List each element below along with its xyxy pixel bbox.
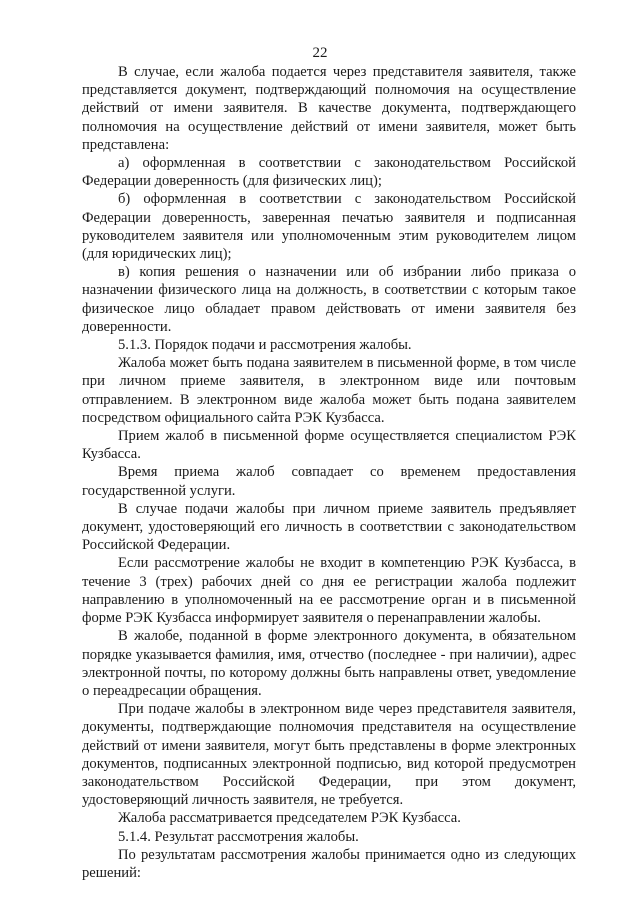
paragraph-redirection: Если рассмотрение жалобы не входит в компетенцию РЭК Кузбасса, в течение 3 (трех) рабочих дней со дня ее регистрации жалоба подлежит направлению в уполномоченный на ее рассмотрение орган и в письменной форме РЭК Кузбасса информирует заявителя о перенаправлении жалобы. — [82, 555, 576, 627]
paragraph-written-intake: Прием жалоб в письменной форме осуществляется специалистом РЭК Кузбасса. — [82, 428, 576, 463]
paragraph-item-a: а) оформленная в соответствии с законодательством Российской Федерации доверенность (для физических лиц); — [82, 155, 576, 190]
paragraph-intake-time: Время приема жалоб совпадает со временем предоставления государственной услуги. — [82, 464, 576, 499]
paragraph-representative-documents: В случае, если жалоба подается через представителя заявителя, также представляется документ, подтверждающий полномочия на осуществление действий от имени заявителя. В качестве документа, подтверждающего полномочия на осуществление действий от имени заявителя, может быть представлена: — [82, 64, 576, 153]
section-heading-5-1-4: 5.1.4. Результат рассмотрения жалобы. — [118, 828, 359, 845]
section-heading-5-1-3: 5.1.3. Порядок подачи и рассмотрения жалобы. — [118, 337, 412, 354]
paragraph-submission-forms: Жалоба может быть подана заявителем в письменной форме, в том числе при личном приеме заявителя, в электронном виде или почтовым отправлением. В электронном виде жалоба может быть подана заявителем посредством официального сайта РЭК Кузбасса. — [82, 355, 576, 426]
paragraph-personal-reception: В случае подачи жалобы при личном приеме заявитель предъявляет документ, удостоверяющий его личность в соответствии с законодательством Российской Федерации. — [82, 500, 576, 554]
paragraph-item-b: б) оформленная в соответствии с законодательством Российской Федерации доверенность, заверенная печатью заявителя и подписанная руководителем заявителя или уполномоченным этим руководителем лицом (для юридических лиц); — [82, 191, 576, 263]
paragraph-reviewer: Жалоба рассматривается председателем РЭК Кузбасса. — [118, 810, 461, 827]
paragraph-electronic-requirements: В жалобе, поданной в форме электронного документа, в обязательном порядке указывается фамилия, имя, отчество (последнее - при наличии), адрес электронной почты, по которому должны быть направлены ответ, уведомление о переадресации обращения. — [82, 628, 576, 699]
page-number: 22 — [312, 45, 328, 61]
document-body — [82, 63, 576, 882]
paragraph-electronic-representative: При подаче жалобы в электронном виде через представителя заявителя, документы, подтверждающие полномочия представителя на осуществление действий от имени заявителя, могут быть представлены в форме электронных документов, подписанных электронной подписью, вид которой предусмотрен законодательством Российской Федерации, при этом документ, удостоверяющий личность заявителя, не требуется. — [82, 701, 576, 809]
paragraph-item-v: в) копия решения о назначении или об избрании либо приказа о назначении физического лица на должность, в соответствии с которым такое физическое лицо обладает правом действовать от имени заявителя без доверенности. — [82, 264, 576, 335]
paragraph-decisions: По результатам рассмотрения жалобы принимается одно из следующих решений: — [82, 846, 576, 881]
